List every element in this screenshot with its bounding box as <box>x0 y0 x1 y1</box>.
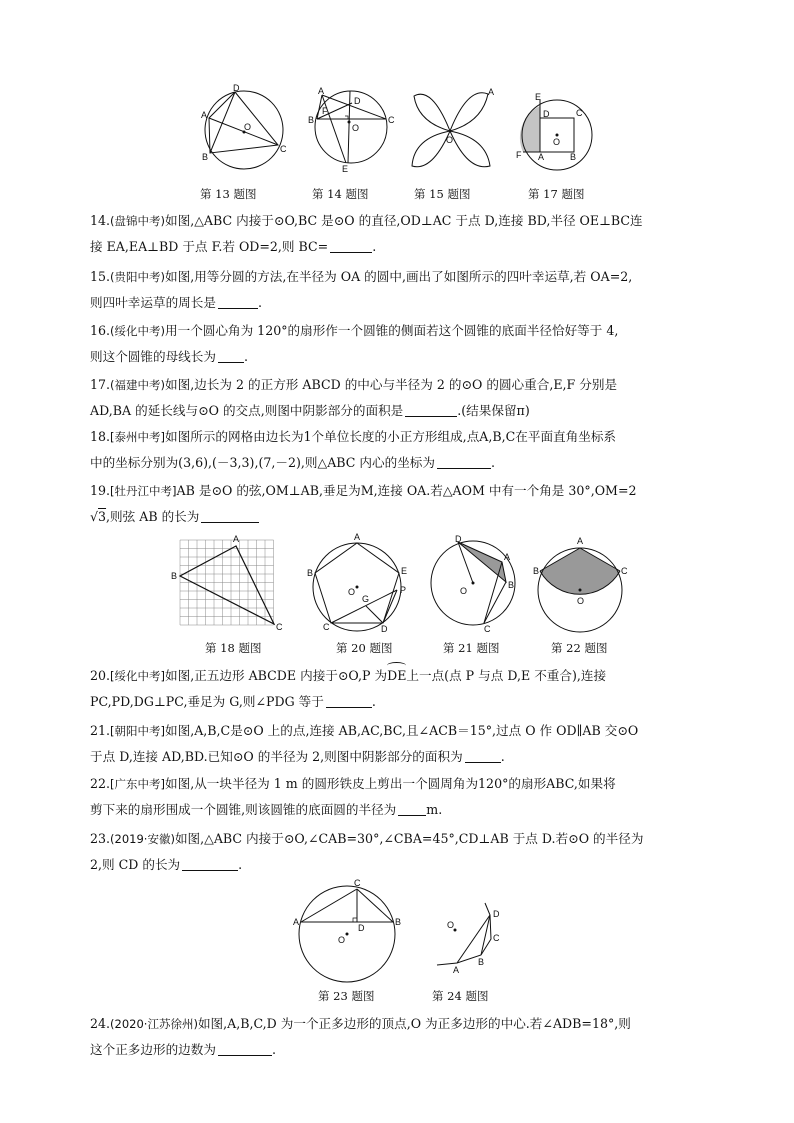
answer-blank-16[interactable] <box>218 348 244 363</box>
fig14-label-o: O <box>352 123 360 133</box>
answer-blank-18[interactable] <box>437 454 491 469</box>
fig17-label-b: B <box>570 152 577 162</box>
figure-15 <box>410 86 500 176</box>
fig22-label-c: C <box>621 566 628 576</box>
question-16: 16.(绥化中考)用一个圆心角为 120°的扇形作一个圆锥的侧面若这个圆锥的底面半径恰好等于 4, 则这个圆锥的母线长为 . <box>90 323 619 364</box>
fig20-label-d: D <box>381 624 388 634</box>
figure-18 <box>170 536 288 632</box>
fig21-label-d: D <box>455 534 462 544</box>
fig24-label-d: D <box>493 909 500 919</box>
fig18-label-b: B <box>171 571 178 581</box>
question-17: 17.(福建中考)如图,边长为 2 的正方形 ABCD 的中心与半径为 2 的⊙O 的圆心重合,E,F 分别是 AD,BA 的延长线与⊙O 的交点,则图中阴影部分的面积是 .(结果保留π) <box>90 377 618 418</box>
caption-20: 第 20 题图 <box>336 641 393 655</box>
fig23-label-o: O <box>338 935 346 945</box>
fig21-label-o: O <box>460 586 468 596</box>
fig18-label-c: C <box>276 622 283 632</box>
fig24-label-c: C <box>493 933 500 943</box>
fig13-label-c: C <box>280 144 287 154</box>
fig20-label-a: A <box>354 532 361 542</box>
answer-blank-21[interactable] <box>465 748 501 763</box>
fig22-label-b: B <box>533 566 540 576</box>
fig13-label-d: D <box>233 83 240 93</box>
answer-blank-22[interactable] <box>398 801 426 816</box>
fig20-label-g: G <box>362 594 370 604</box>
fig23-label-a: A <box>293 917 300 927</box>
figure-24 <box>435 895 505 985</box>
question-19: 19.[牡丹江中考]AB 是⊙O 的弦,OM⊥AB,垂足为M,连接 OA.若△AOM 中有一个角是 30°,OM=2 √3,则弦 AB 的长为 <box>90 483 637 524</box>
fig14-label-d: D <box>354 96 361 106</box>
fig17-label-e: E <box>535 92 542 102</box>
question-21: 21.[朝阳中考]如图,A,B,C是⊙O 上的点,连接 AB,AC,BC,且∠ACB＝15°,过点 O 作 OD∥AB 交⊙O 于点 D,连接 AD,BD.已知⊙O 的半径为 2,则图中阴影部分的面积为 . <box>90 723 639 764</box>
fig15-label-a: A <box>488 87 495 97</box>
fig21-label-b: B <box>508 580 515 590</box>
fig17-label-f: F <box>516 150 522 160</box>
fig14-label-a: A <box>318 86 325 96</box>
fig23-label-c: C <box>354 878 361 888</box>
fig14-label-f: F <box>322 106 328 116</box>
answer-blank-23[interactable] <box>182 856 238 871</box>
fig24-label-o: O <box>447 920 455 930</box>
fig14-label-b: B <box>308 115 315 125</box>
figure-21 <box>426 536 526 636</box>
figure-17 <box>510 86 600 176</box>
figure-22 <box>533 534 629 634</box>
fig23-label-b: B <box>395 917 402 927</box>
fig20-label-e: E <box>401 566 408 576</box>
fig20-label-p: P <box>400 585 407 595</box>
fig24-label-b: B <box>478 957 485 967</box>
fig18-label-a: A <box>233 534 240 544</box>
fig14-label-c: C <box>388 115 395 125</box>
caption-23: 第 23 题图 <box>318 989 375 1003</box>
figure-23 <box>290 880 402 985</box>
fig21-label-c: C <box>484 624 491 634</box>
caption-13: 第 13 题图 <box>200 187 257 201</box>
question-20: 20.[绥化中考]如图,正五边形 ABCDE 内接于⊙O,P 为DE上一点(点 P 与点 D,E 不重合),连接 PC,PD,DG⊥PC,垂足为 G,则∠PDG 等于 . <box>90 663 712 714</box>
question-23: 23.(2019·安徽)如图,△ABC 内接于⊙O,∠CAB=30°,∠CBA=45°,CD⊥AB 于点 D.若⊙O 的半径为 2,则 CD 的长为 . <box>90 831 644 872</box>
fig14-label-e: E <box>342 164 349 174</box>
answer-blank-24[interactable] <box>218 1041 272 1056</box>
fig20-label-o: O <box>348 587 356 597</box>
fig22-label-o: O <box>577 596 585 606</box>
figure-13 <box>198 83 288 176</box>
caption-24: 第 24 题图 <box>432 989 489 1003</box>
question-24: 24.(2020·江苏徐州)如图,A,B,C,D 为一个正多边形的顶点,O 为正多边形的中心.若∠ADB=18°,则 这个正多边形的边数为 . <box>90 1016 631 1057</box>
answer-blank-15[interactable] <box>218 294 258 309</box>
fig23-label-d: D <box>358 923 365 933</box>
fig20-label-c: C <box>323 622 330 632</box>
figure-20 <box>305 530 415 634</box>
fig17-label-o: O <box>553 137 561 147</box>
answer-blank-19[interactable] <box>201 508 259 523</box>
arc-de: DE <box>387 663 406 688</box>
answer-blank-17[interactable] <box>405 402 457 417</box>
caption-15: 第 15 题图 <box>414 187 471 201</box>
fig17-label-a: A <box>538 152 545 162</box>
radicand-3: 3 <box>98 509 107 524</box>
caption-22: 第 22 题图 <box>551 641 608 655</box>
caption-21: 第 21 题图 <box>443 641 500 655</box>
fig13-label-a: A <box>201 110 208 120</box>
question-15: 15.(贵阳中考)如图,用等分圆的方法,在半径为 OA 的圆中,画出了如图所示的四叶幸运草,若 OA=2, 则四叶幸运草的周长是 . <box>90 269 633 310</box>
caption-18: 第 18 题图 <box>205 641 262 655</box>
fig22-label-a: A <box>577 536 584 546</box>
fig17-label-d: D <box>543 109 550 119</box>
answer-blank-14[interactable] <box>330 238 372 253</box>
fig21-label-a: A <box>504 552 511 562</box>
figure-14 <box>308 86 398 176</box>
answer-blank-20[interactable] <box>326 693 372 708</box>
caption-14: 第 14 题图 <box>312 187 369 201</box>
fig24-label-a: A <box>453 965 460 975</box>
fig13-label-b: B <box>202 152 209 162</box>
question-22: 22.[广东中考]如图,从一块半径为 1 m 的圆形铁皮上剪出一个圆周角为120°的扇形ABC,如果将 剪下来的扇形围成一个圆锥,则该圆锥的底面圆的半径为 m. <box>90 776 616 817</box>
fig20-label-b: B <box>307 568 314 578</box>
fig17-label-c: C <box>576 108 583 118</box>
fig13-label-o: O <box>244 122 252 132</box>
question-14: 14.(盘锦中考)如图,△ABC 内接于⊙O,BC 是⊙O 的直径,OD⊥AC 于点 D,连接 BD,半径 OE⊥BC连 接 EA,EA⊥BD 于点 F.若 OD=2,则 BC= . <box>90 213 643 254</box>
fig15-label-o: O <box>446 135 454 145</box>
caption-17: 第 17 题图 <box>528 187 585 201</box>
question-18: 18.[泰州中考]如图所示的网格由边长为1个单位长度的小正方形组成,点A,B,C在平面直角坐标系 中的坐标分别为(3,6),(－3,3),(7,－2),则△ABC 内心的坐标为 . <box>90 429 617 470</box>
